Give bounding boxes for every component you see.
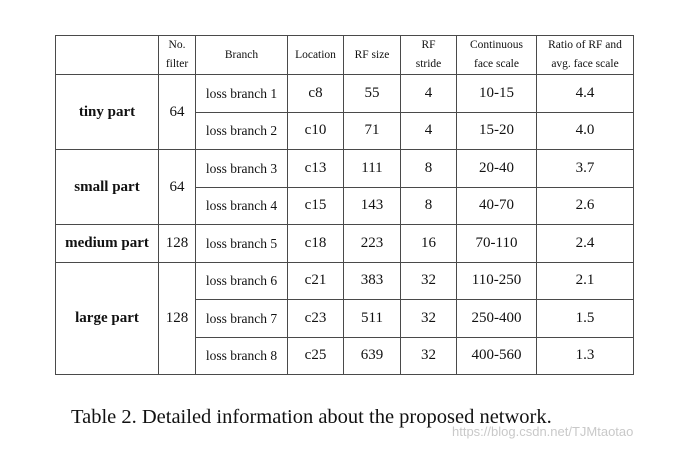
face-scale-cell: 40-70 bbox=[457, 187, 537, 225]
table-row bbox=[56, 225, 634, 263]
header-branch: Branch bbox=[196, 36, 288, 75]
rf-size-cell: 639 bbox=[344, 337, 401, 375]
rf-stride-cell: 16 bbox=[401, 225, 457, 263]
location-cell: c15 bbox=[288, 187, 344, 225]
ratio-cell: 2.4 bbox=[537, 225, 634, 263]
header-face-scale-line2: face scale bbox=[473, 58, 519, 70]
rf-stride-cell: 8 bbox=[401, 187, 457, 225]
rf-stride-cell: 32 bbox=[401, 337, 457, 375]
face-scale-cell: 110-250 bbox=[457, 262, 537, 300]
header-part bbox=[56, 36, 159, 75]
header-ratio-line1: Ratio of RF and bbox=[548, 39, 622, 51]
header-filter bbox=[159, 36, 196, 75]
header-rf-size: RF size bbox=[344, 36, 401, 75]
location-cell: c23 bbox=[288, 300, 344, 338]
branch-cell: loss branch 3 bbox=[196, 150, 288, 188]
face-scale-cell: 10-15 bbox=[457, 75, 537, 113]
header-rf-stride-line1: RF bbox=[421, 39, 436, 51]
filter-count-cell: 128 bbox=[159, 262, 196, 375]
branch-cell: loss branch 7 bbox=[196, 300, 288, 338]
rf-size-cell: 511 bbox=[344, 300, 401, 338]
network-table bbox=[55, 35, 634, 375]
location-cell: c21 bbox=[288, 262, 344, 300]
header-ratio-line2: avg. face scale bbox=[551, 58, 619, 70]
table-caption: Table 2. Detailed information about the proposed network. bbox=[71, 406, 552, 428]
ratio-cell: 3.7 bbox=[537, 150, 634, 188]
rf-stride-cell: 4 bbox=[401, 75, 457, 113]
part-name-cell: medium part bbox=[56, 225, 159, 263]
location-cell: c13 bbox=[288, 150, 344, 188]
location-cell: c25 bbox=[288, 337, 344, 375]
ratio-cell: 2.1 bbox=[537, 262, 634, 300]
rf-size-cell: 143 bbox=[344, 187, 401, 225]
part-name-cell: tiny part bbox=[56, 75, 159, 150]
rf-stride-cell: 8 bbox=[401, 150, 457, 188]
rf-size-cell: 71 bbox=[344, 112, 401, 150]
header-row bbox=[56, 36, 634, 75]
rf-stride-cell: 4 bbox=[401, 112, 457, 150]
rf-stride-cell: 32 bbox=[401, 262, 457, 300]
location-cell: c18 bbox=[288, 225, 344, 263]
branch-cell: loss branch 5 bbox=[196, 225, 288, 263]
header-face-scale-line1: Continuous bbox=[469, 39, 524, 51]
branch-cell: loss branch 4 bbox=[196, 187, 288, 225]
table-row bbox=[56, 262, 634, 300]
location-cell: c10 bbox=[288, 112, 344, 150]
ratio-cell: 4.0 bbox=[537, 112, 634, 150]
face-scale-cell: 70-110 bbox=[457, 225, 537, 263]
ratio-cell: 4.4 bbox=[537, 75, 634, 113]
branch-cell: loss branch 6 bbox=[196, 262, 288, 300]
part-name-cell: small part bbox=[56, 150, 159, 225]
rf-stride-cell: 32 bbox=[401, 300, 457, 338]
face-scale-cell: 400-560 bbox=[457, 337, 537, 375]
rf-size-cell: 223 bbox=[344, 225, 401, 263]
filter-count-cell: 64 bbox=[159, 150, 196, 225]
table-row bbox=[56, 150, 634, 188]
filter-count-cell: 64 bbox=[159, 75, 196, 150]
header-filter-line2: filter bbox=[165, 58, 189, 70]
face-scale-cell: 250-400 bbox=[457, 300, 537, 338]
header-face-scale bbox=[457, 36, 537, 75]
branch-cell: loss branch 1 bbox=[196, 75, 288, 113]
face-scale-cell: 20-40 bbox=[457, 150, 537, 188]
ratio-cell: 2.6 bbox=[537, 187, 634, 225]
table-row bbox=[56, 75, 634, 113]
ratio-cell: 1.3 bbox=[537, 337, 634, 375]
branch-cell: loss branch 8 bbox=[196, 337, 288, 375]
branch-cell: loss branch 2 bbox=[196, 112, 288, 150]
watermark-url: https://blog.csdn.net/TJMtaotao bbox=[452, 424, 634, 439]
rf-size-cell: 55 bbox=[344, 75, 401, 113]
header-rf-stride-line2: stride bbox=[415, 58, 442, 70]
header-ratio bbox=[537, 36, 634, 75]
header-filter-line1: No. bbox=[168, 39, 186, 51]
filter-count-cell: 128 bbox=[159, 225, 196, 263]
rf-size-cell: 111 bbox=[344, 150, 401, 188]
header-location: Location bbox=[288, 36, 344, 75]
rf-size-cell: 383 bbox=[344, 262, 401, 300]
part-name-cell: large part bbox=[56, 262, 159, 375]
face-scale-cell: 15-20 bbox=[457, 112, 537, 150]
location-cell: c8 bbox=[288, 75, 344, 113]
header-rf-stride bbox=[401, 36, 457, 75]
ratio-cell: 1.5 bbox=[537, 300, 634, 338]
